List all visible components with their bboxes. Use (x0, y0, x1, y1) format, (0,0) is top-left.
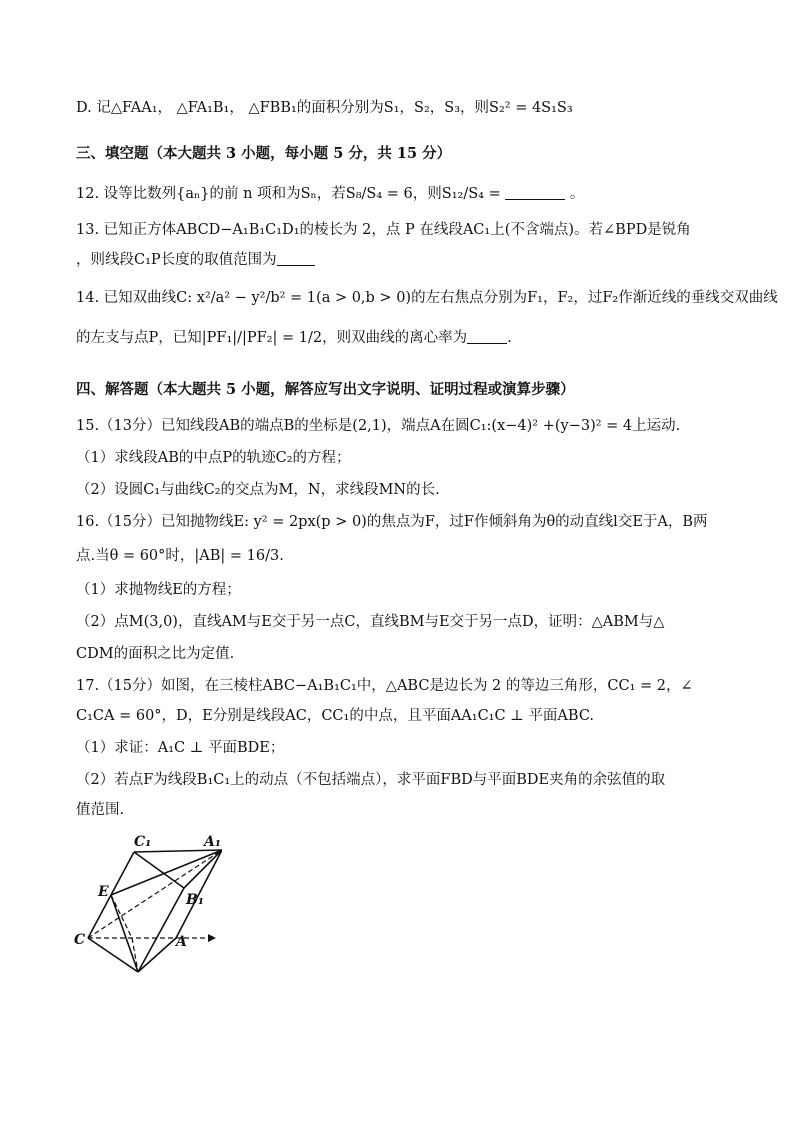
question-14-text: 的左支与点P，已知|PF₁|/|PF₂| = 1/2，则双曲线的离心率为 (76, 330, 468, 346)
question-16-part-2-line-2: CDM的面积之比为定值. (76, 646, 235, 662)
edge-c1-a1 (134, 850, 222, 852)
axis-arrow-head (208, 934, 216, 942)
question-16-line-2: 点.当θ = 60°时，|AB| = 16/3. (76, 548, 284, 564)
question-17-part-1: （1）求证：A₁C ⊥ 平面BDE； (76, 740, 285, 756)
prism-figure (72, 832, 222, 992)
question-15: 15.（13分）已知线段AB的端点B的坐标是(2,1)，端点A在圆C₁:(x−4)² +(y−3)² = 4上运动. (76, 418, 681, 434)
label-a: A (176, 934, 187, 950)
question-13-text: ，则线段C₁P长度的取值范围为 (76, 252, 277, 268)
question-16-part-2-line-1: （2）点M(3,0)，直线AM与E交于另一点C，直线BM与E交于另一点D，证明：△ABM与△ (76, 614, 665, 630)
dashed-e-d (111, 895, 132, 938)
label-c: C (74, 932, 86, 948)
edge-a1-e (111, 850, 222, 895)
question-14-line-1: 14. 已知双曲线C: x²/a² − y²/b² = 1(a > 0,b > 0)的左右焦点分别为F₁，F₂，过F₂作渐近线的垂线交双曲线 (76, 290, 778, 306)
question-13-line-1: 13. 已知正方体ABCD−A₁B₁C₁D₁的棱长为 2，点 P 在线段AC₁上(不含端点)。若∠BPD是锐角 (76, 222, 691, 238)
question-17-line-2: C₁CA = 60°，D，E分别是线段AC，CC₁的中点，且平面AA₁C₁C ⊥ 平面ABC. (76, 708, 595, 724)
question-13-line-2 (76, 250, 315, 270)
label-b1: B₁ (186, 892, 204, 908)
question-15-part-2: （2）设圆C₁与曲线C₂的交点为M，N，求线段MN的长. (76, 482, 440, 498)
question-16-part-1: （1）求抛物线E的方程； (76, 582, 241, 598)
label-e: E (98, 884, 109, 900)
edge-c-b (88, 938, 138, 972)
question-16-line-1: 16.（15分）已知抛物线E: y² = 2px(p > 0)的焦点为F，过F作倾斜角为θ的动直线l交E于A，B两 (76, 514, 708, 530)
section-heading-fill-in: 三、填空题（本大题共 3 小题，每小题 5 分，共 15 分） (76, 145, 452, 162)
question-12: 12. 设等比数列{aₙ}的前 n 项和为Sₙ，若S₈/S₄ = 6，则S₁₂/S₄ = 。 (76, 186, 585, 202)
answer-blank (277, 251, 315, 266)
question-17-part-2-line-2: 值范围. (76, 802, 125, 818)
question-14-line-2: 的左支与点P，已知|PF₁|/|PF₂| = 1/2，则双曲线的离心率为 . (76, 330, 512, 346)
label-c1: C₁ (134, 834, 152, 850)
question-17-line-1: 17.（15分）如图，在三棱柱ABC−A₁B₁C₁中，△ABC是边长为 2 的等边三角形，CC₁ = 2，∠ (76, 678, 693, 694)
question-17-part-2-line-1: （2）若点F为线段B₁C₁上的动点（不包括端点），求平面FBD与平面BDE夹角的余弦值的取 (76, 772, 666, 788)
question-12-text: 12. 设等比数列{aₙ}的前 n 项和为Sₙ，若S₈/S₄ = 6，则S₁₂/S₄ = (76, 186, 501, 202)
question-15-part-1: （1）求线段AB的中点P的轨迹C₂的方程； (76, 450, 351, 466)
dashed-d-b (132, 938, 138, 972)
section-heading-answer: 四、解答题（本大题共 5 小题，解答应写出文字说明、证明过程或演算步骤） (76, 381, 575, 398)
edge-b-a (138, 938, 176, 972)
edge-e-b (111, 895, 138, 972)
edge-a1-b1 (184, 850, 222, 888)
line-option-d: D. 记△FAA₁， △FA₁B₁， △FBB₁的面积分别为S₁，S₂，S₃，则S₂² = 4S₁S₃ (76, 100, 573, 116)
answer-blank (467, 329, 507, 344)
label-a1: A₁ (204, 834, 221, 850)
answer-blank (505, 185, 565, 200)
